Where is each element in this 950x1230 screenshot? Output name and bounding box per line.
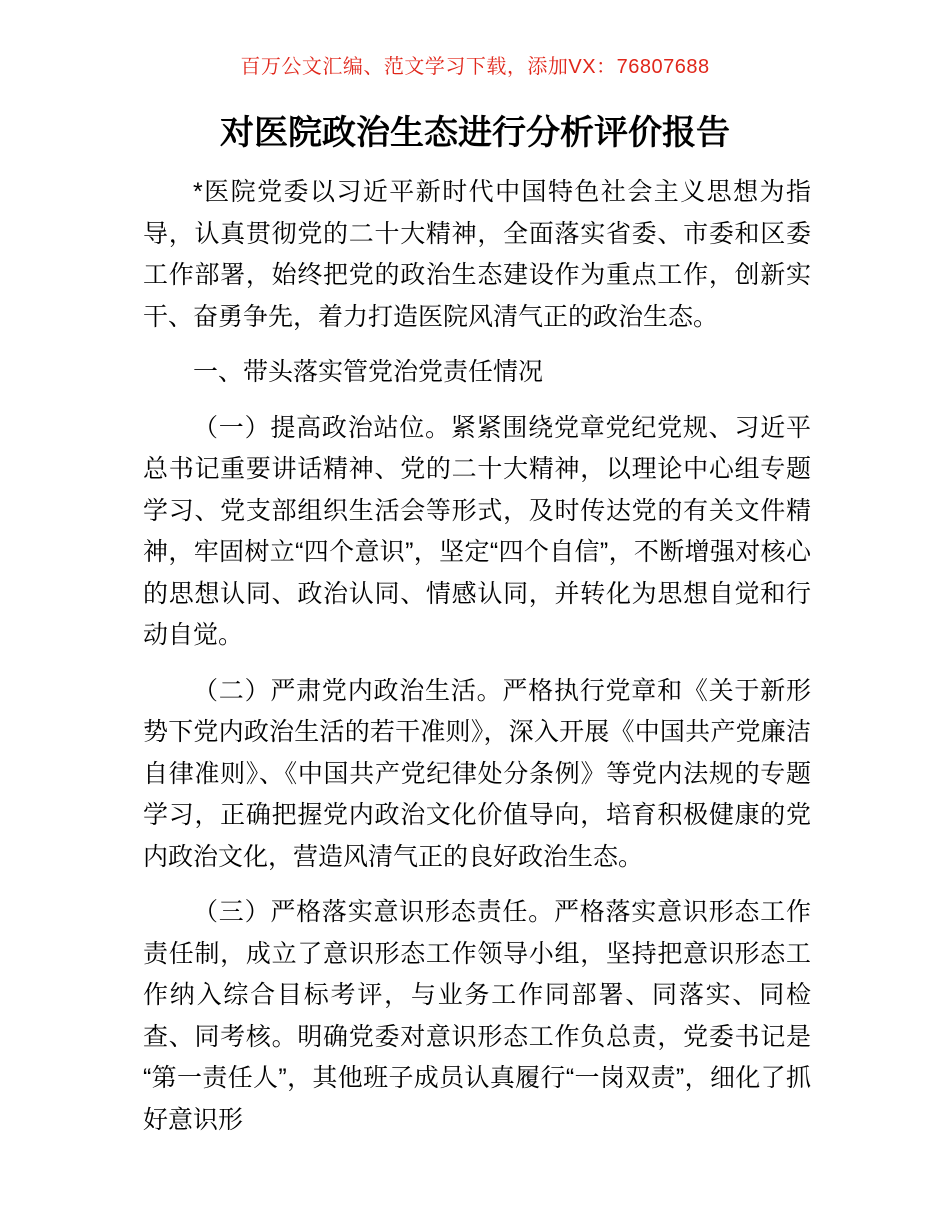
watermark-notice: 百万公文汇编、范文学习下载，添加VX：76807688 [240, 56, 710, 78]
document-body [143, 172, 811, 1141]
paragraph-intro: *医院党委以习近平新时代中国特色社会主义思想为指导，认真贯彻党的二十大精神，全面落实省委、市委和区委工作部署，始终把党的政治生态建设作为重点工作，创新实干、奋勇争先，着力打造医院风清气正的政治生态。 [143, 178, 811, 331]
paragraph-section1-item2: （二）严肃党内政治生活。严格执行党章和《关于新形势下党内政治生活的若干准则》，深入开展《中国共产党廉洁自律准则》、《中国共产党纪律处分条例》等党内法规的专题学习，正确把握党内政治文化价值导向，培育积极健康的党内政治文化，营造风清气正的良好政治生态。 [143, 676, 811, 871]
document-title: 对医院政治生态进行分析评价报告 [220, 114, 730, 152]
paragraph-section1-item3: （三）严格落实意识形态责任。严格落实意识形态工作责任制，成立了意识形态工作领导小组，坚持把意识形态工作纳入综合目标考评，与业务工作同部署、同落实、同检查、同考核。明确党委对意识形态工作负总责，党委书记是“第一责任人”，其他班子成员认真履行“一岗双责”，细化了抓好意识形 [143, 898, 811, 1134]
paragraph-section1-item1: （一）提高政治站位。紧紧围绕党章党纪党规、习近平总书记重要讲话精神、党的二十大精神，以理论中心组专题学习、党支部组织生活会等形式，及时传达党的有关文件精神，牢固树立“四个意识”，坚定“四个自信”，不断增强对核心的思想认同、政治认同、情感认同，并转化为思想自觉和行动自觉。 [143, 413, 811, 649]
section-heading-1: 一、带头落实管党治党责任情况 [193, 358, 544, 386]
